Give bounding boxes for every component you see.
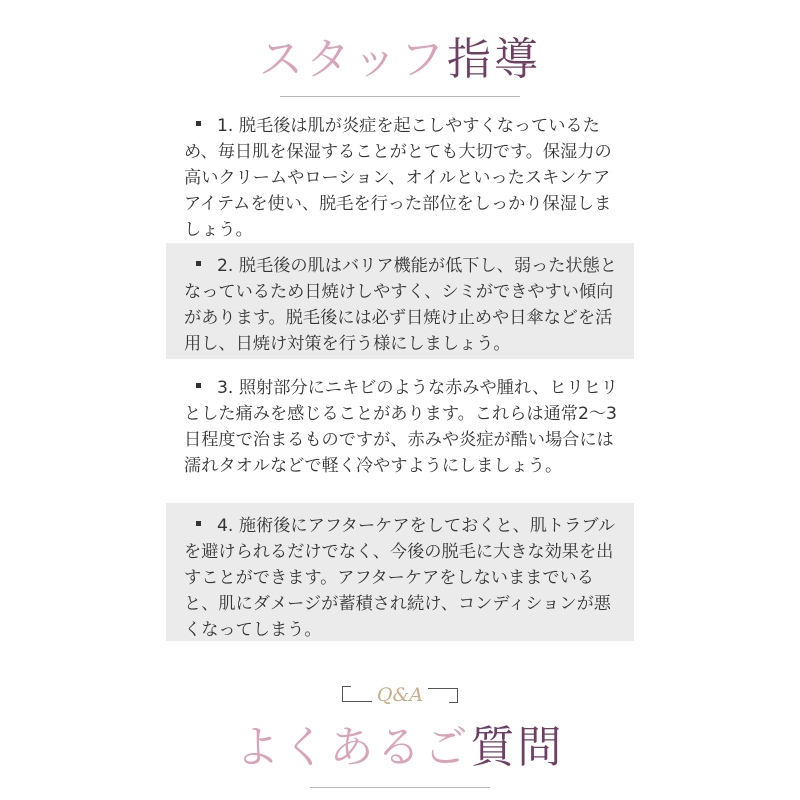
title-underline bbox=[310, 787, 490, 788]
aftercare-item-text bbox=[184, 113, 620, 243]
aftercare-item-3 bbox=[166, 365, 634, 485]
item-line-1: 4. 施術後にアフターケアをしておくと、肌トラブル bbox=[217, 516, 616, 536]
item-rest: を避けられるだけでなく、今後の脱毛に大きな効果を出すことができます。アフターケアをしないままでいると、肌にダメージが蓄積され続け、コンディションが悪くなってしまう。 bbox=[184, 542, 614, 640]
square-bullet-icon bbox=[196, 261, 201, 266]
aftercare-item-2 bbox=[166, 243, 634, 359]
item-line-1: 3. 照射部分にニキビのような赤みや腫れ、ヒリヒリ bbox=[217, 378, 619, 398]
item-line-1: 2. 脱毛後の肌はバリア機能が低下し、弱った状態と bbox=[217, 256, 617, 276]
faq-title-kanji: 質問 bbox=[470, 722, 565, 773]
staff-title-kanji: 指導 bbox=[447, 34, 541, 85]
item-rest: 、毎日肌を保湿することがとても大切です。保湿力の高いクリームやローション、オイルといったスキンケアアイテムを使い、脱毛を行った部位をしっかり保湿しましょう。 bbox=[184, 142, 612, 240]
aftercare-item-text bbox=[184, 253, 620, 357]
item-rest: なっているため日焼けしやすく、シミができやすい傾向があります。脱毛後には必ず日焼け止めや日傘などを活用し、日焼け対策を行う様にしましょう。 bbox=[184, 282, 614, 354]
item-rest: とした痛みを感じることがあります。これらは通常2〜3日程度で治まるものですが、赤みや炎症が酷い場合には濡れタオルなどで軽く冷やすようにしましょう。 bbox=[184, 404, 617, 476]
staff-guidance-title bbox=[0, 34, 800, 85]
faq-title-kana: よくあるご bbox=[235, 722, 471, 773]
item-line-1: 1. 脱毛後は肌が炎症を起こしやすくなっているため bbox=[184, 116, 600, 162]
aftercare-item-4 bbox=[166, 503, 634, 641]
square-bullet-icon bbox=[196, 121, 201, 126]
square-bullet-icon bbox=[196, 383, 201, 388]
aftercare-item-1 bbox=[166, 103, 634, 238]
aftercare-item-text bbox=[184, 375, 620, 479]
staff-title-kana: スタッフ bbox=[259, 34, 447, 85]
aftercare-item-text bbox=[184, 513, 620, 643]
square-bullet-icon bbox=[196, 521, 201, 526]
qa-label: Q&A bbox=[376, 684, 424, 706]
title-underline bbox=[280, 96, 520, 97]
qa-label-frame bbox=[342, 684, 458, 706]
faq-title bbox=[0, 722, 800, 773]
